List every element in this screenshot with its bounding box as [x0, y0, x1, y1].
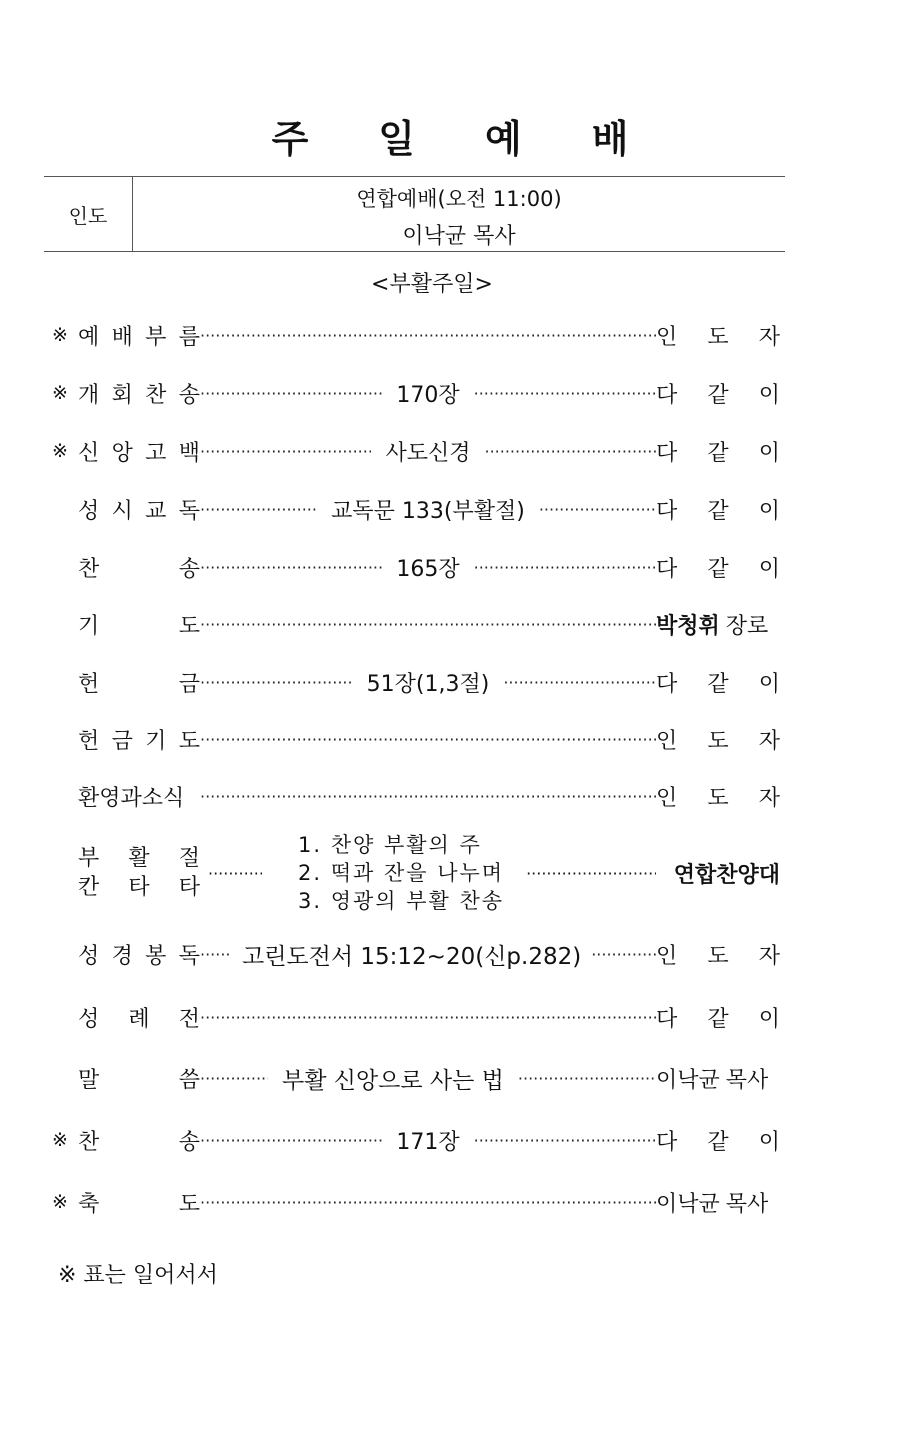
dot-leader: [200, 1131, 382, 1150]
dot-leader: [503, 673, 656, 692]
dot-leader: [539, 500, 656, 519]
order-leader: 다 같 이: [656, 1006, 780, 1032]
dot-leader: [200, 1193, 656, 1212]
dot-leader: [208, 864, 262, 883]
dot-leader: [200, 1069, 268, 1088]
order-leader: 박청휘 장로: [656, 613, 769, 639]
order-label: 말 씀: [78, 1067, 200, 1093]
order-label: 성 경 봉 독: [78, 943, 200, 969]
order-label: 찬 송: [78, 556, 200, 582]
page-title: [0, 108, 900, 163]
dot-leader: [200, 673, 353, 692]
order-leader: 이낙균 목사: [656, 1191, 769, 1217]
order-leader: 연합찬양대: [673, 862, 780, 888]
dot-leader: [200, 945, 232, 964]
order-row-opening-hymn: [52, 376, 780, 410]
leader-label: 인도: [44, 177, 133, 251]
stand-mark: ※: [52, 1191, 68, 1213]
order-row-responsive-reading: [52, 492, 780, 526]
order-row-scripture: [52, 937, 780, 971]
dot-leader: [200, 1008, 656, 1027]
order-label: 신 앙 고 백: [78, 440, 200, 466]
order-row-call-to-worship: [52, 318, 780, 352]
order-leader: 이낙균 목사: [656, 1067, 769, 1093]
order-row-confession: [52, 434, 780, 468]
dot-leader: [200, 615, 656, 634]
cantata-songs: [262, 831, 526, 915]
order-label: 기 도: [78, 613, 200, 639]
order-label: 헌 금 기 도: [78, 728, 200, 754]
dot-leader: [485, 442, 656, 461]
title-char: 주: [271, 117, 309, 161]
order-item: 171장: [396, 1129, 460, 1155]
stand-mark: ※: [52, 1129, 68, 1151]
dot-leader: [591, 945, 656, 964]
service-header: [44, 176, 785, 252]
order-item: 교독문 133(부활절): [331, 498, 525, 524]
dot-leader: [518, 1069, 656, 1088]
order-item: 170장: [396, 382, 460, 408]
stand-mark: ※: [52, 382, 68, 404]
order-item: 고린도전서 15:12~20(신p.282): [242, 943, 582, 970]
order-leader: 다 같 이: [656, 1129, 780, 1155]
dot-leader: [526, 864, 656, 883]
order-row-benediction: [52, 1185, 780, 1219]
order-leader: 인 도 자: [656, 785, 780, 811]
order-label: 성 시 교 독: [78, 498, 200, 524]
order-row-sermon: [52, 1061, 780, 1095]
preacher-name: 이낙균 목사: [402, 224, 516, 249]
order-leader: 다 같 이: [656, 498, 780, 524]
stand-mark: ※: [52, 324, 68, 346]
dot-leader: [200, 787, 656, 806]
service-info: [133, 177, 785, 251]
dot-leader: [200, 442, 371, 461]
dot-leader: [474, 1131, 656, 1150]
order-row-offering: [52, 665, 780, 699]
order-label: 개 회 찬 송: [78, 382, 200, 408]
order-row-hymn: [52, 550, 780, 584]
dot-leader: [474, 384, 656, 403]
order-leader: 다 같 이: [656, 440, 780, 466]
sunday-subtitle: <부활주일>: [371, 272, 493, 297]
order-label: 부 활 절 칸 타 타: [78, 846, 200, 900]
order-row-cantata: [52, 830, 780, 916]
cantata-song: 3. 영광의 부활 찬송: [298, 889, 505, 913]
order-item: 사도신경: [385, 440, 471, 466]
title-char: 일: [378, 117, 415, 161]
order-leader: 인 도 자: [656, 324, 780, 350]
order-row-sacrament: [52, 1000, 780, 1034]
stand-footnote: ※ 표는 일어서서: [58, 1263, 218, 1288]
title-char: 배: [591, 117, 629, 161]
order-leader: 다 같 이: [656, 382, 780, 408]
cantata-song: 1. 찬양 부활의 주: [298, 833, 482, 857]
order-leader: 인 도 자: [656, 943, 780, 969]
order-label: 성 례 전: [78, 1006, 200, 1032]
order-label: 환영과소식: [78, 785, 185, 811]
order-item: 51장(1,3절): [366, 671, 490, 697]
dot-leader: [200, 326, 656, 345]
dot-leader: [200, 730, 656, 749]
order-label: 예 배 부 름: [78, 324, 200, 350]
order-row-prayer: [52, 607, 780, 641]
order-row-closing-hymn: [52, 1123, 780, 1157]
service-time: 연합예배(오전 11:00): [356, 187, 562, 211]
order-label: 헌 금: [78, 671, 200, 697]
dot-leader: [200, 384, 382, 403]
order-row-announcements: [52, 779, 780, 813]
order-label: 축 도: [78, 1191, 200, 1217]
dot-leader: [200, 500, 317, 519]
stand-mark: ※: [52, 440, 68, 462]
order-leader: 인 도 자: [656, 728, 780, 754]
cantata-song: 2. 떡과 잔을 나누며: [298, 861, 505, 885]
order-row-offering-prayer: [52, 722, 780, 756]
order-item: 165장: [396, 556, 460, 582]
dot-leader: [474, 558, 656, 577]
order-item: 부활 신앙으로 사는 법: [282, 1067, 504, 1094]
order-leader: 다 같 이: [656, 556, 780, 582]
order-label: 찬 송: [78, 1129, 200, 1155]
title-char: 예: [485, 117, 522, 161]
dot-leader: [200, 558, 382, 577]
order-leader: 다 같 이: [656, 671, 780, 697]
